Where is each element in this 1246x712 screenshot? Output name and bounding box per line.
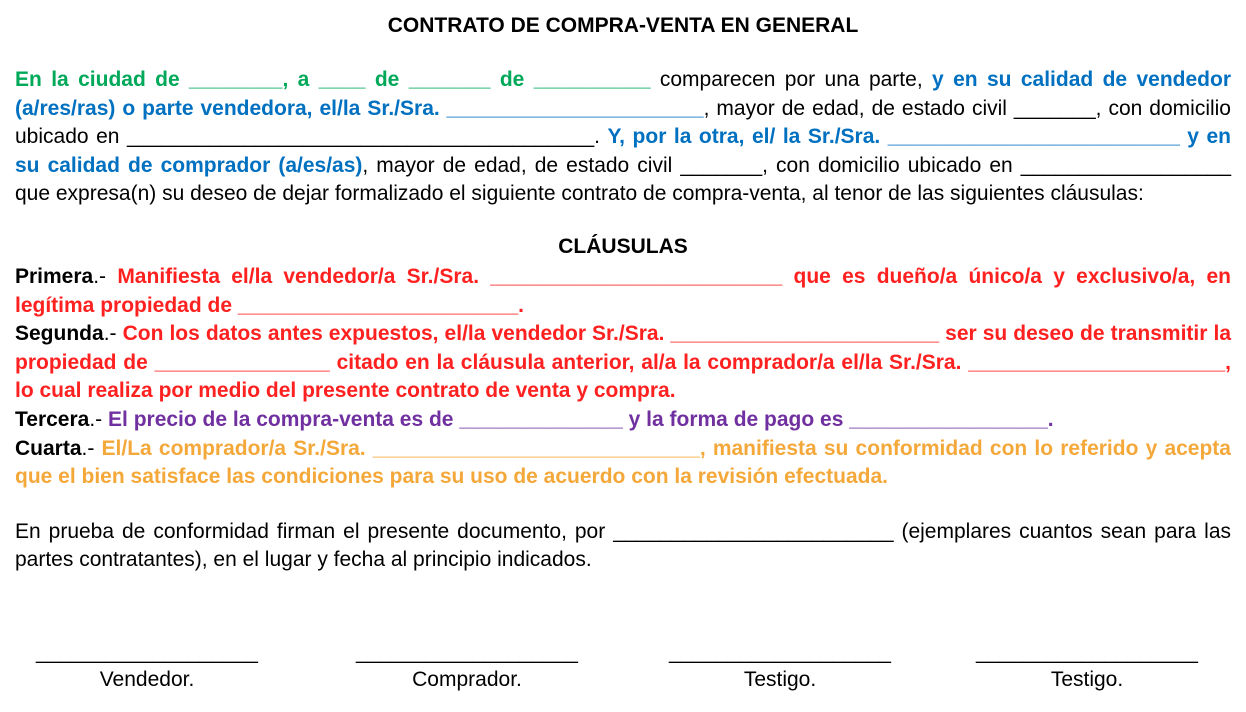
contract-document (15, 0, 1231, 575)
document-title: CONTRATO DE COMPRA-VENTA EN GENERAL (387, 14, 859, 37)
intro-city-date: En la ciudad de ________, a ____ de _______ de __________ (15, 68, 651, 91)
clause-text: Manifiesta el/la vendedor/a Sr./Sra. _________________________ que es dueño/a único/a y exclusivo/a, en legítima propiedad de ________________________. (15, 264, 1232, 317)
clause-text: El precio de la compra-venta es de ______________ y la forma de pago es _________________. (108, 407, 1054, 431)
clause-separator: .- (103, 322, 123, 346)
signature-testigo-2 (962, 640, 1212, 694)
signature-line: ___________________ (669, 641, 891, 664)
signature-vendedor (22, 640, 272, 694)
signature-block (0, 640, 1246, 700)
clause-cuarta (15, 435, 1231, 492)
clausulas-heading: CLÁUSULAS (558, 234, 688, 258)
clause-label: Cuarta (15, 436, 82, 460)
clause-segunda (15, 320, 1231, 406)
clause-label: Segunda (15, 322, 104, 346)
signature-line: ___________________ (36, 641, 258, 664)
clause-tercera (15, 406, 1231, 435)
signature-comprador (342, 640, 592, 694)
intro-paragraph (15, 66, 1231, 209)
clause-text: El/La comprador/a Sr./Sra. ____________________________, manifiesta su conformidad con lo referido y acepta que el bien satisface las condiciones para su uso de acuerdo con la revisión efectuada. (15, 436, 1231, 489)
clause-primera (15, 263, 1231, 320)
intro-buyer: Y, por la otra, el/ la Sr./Sra. _________________________ y en su calidad de comprador (a/es/as) (15, 125, 1231, 177)
intro-text-3: , mayor de edad, de estado civil _______, con domicilio ubicado en __________________ que expresa(n) su deseo de dejar formalizado el siguiente contrato de compra-venta, al tenor de las siguientes cláusulas: (15, 153, 1231, 206)
clause-text: Con los datos antes expuestos, el/la vendedor Sr./Sra. _______________________ ser su deseo de transmitir la propiedad de _______________ citado en la cláusula anterior, al/a la comprador/a el/la Sr./Sra. ______________________, lo cual realiza por medio del presente contrato de venta y compra. (15, 322, 1231, 403)
signature-label: Testigo. (1050, 668, 1124, 691)
clause-separator: .- (89, 407, 109, 431)
signature-line: ___________________ (976, 641, 1198, 664)
clause-separator: .- (81, 436, 102, 460)
intro-seller: y en su calidad de vendedor (a/res/ras) o parte vendedora, el/la Sr./Sra. ______________________ (15, 68, 1231, 120)
clauses-list (15, 263, 1231, 492)
signature-label: Testigo. (743, 668, 817, 691)
clause-label: Primera (15, 264, 94, 288)
clause-label: Tercera (15, 407, 90, 431)
clause-separator: .- (93, 264, 118, 288)
signature-label: Comprador. (412, 668, 522, 691)
signature-label: Vendedor. (99, 668, 195, 691)
signature-testigo-1 (648, 640, 912, 694)
signature-line: ___________________ (356, 641, 578, 664)
closing-paragraph: En prueba de conformidad firman el presente documento, por ________________________ (ejemplares cuantos sean para las partes contratantes), en el lugar y fecha al principio indicados. (15, 519, 1231, 572)
intro-text-1: comparecen por una parte, (650, 68, 933, 91)
intro-text-2: , mayor de edad, de estado civil _______, con domicilio ubicado en ________________________________________. (15, 96, 1231, 149)
